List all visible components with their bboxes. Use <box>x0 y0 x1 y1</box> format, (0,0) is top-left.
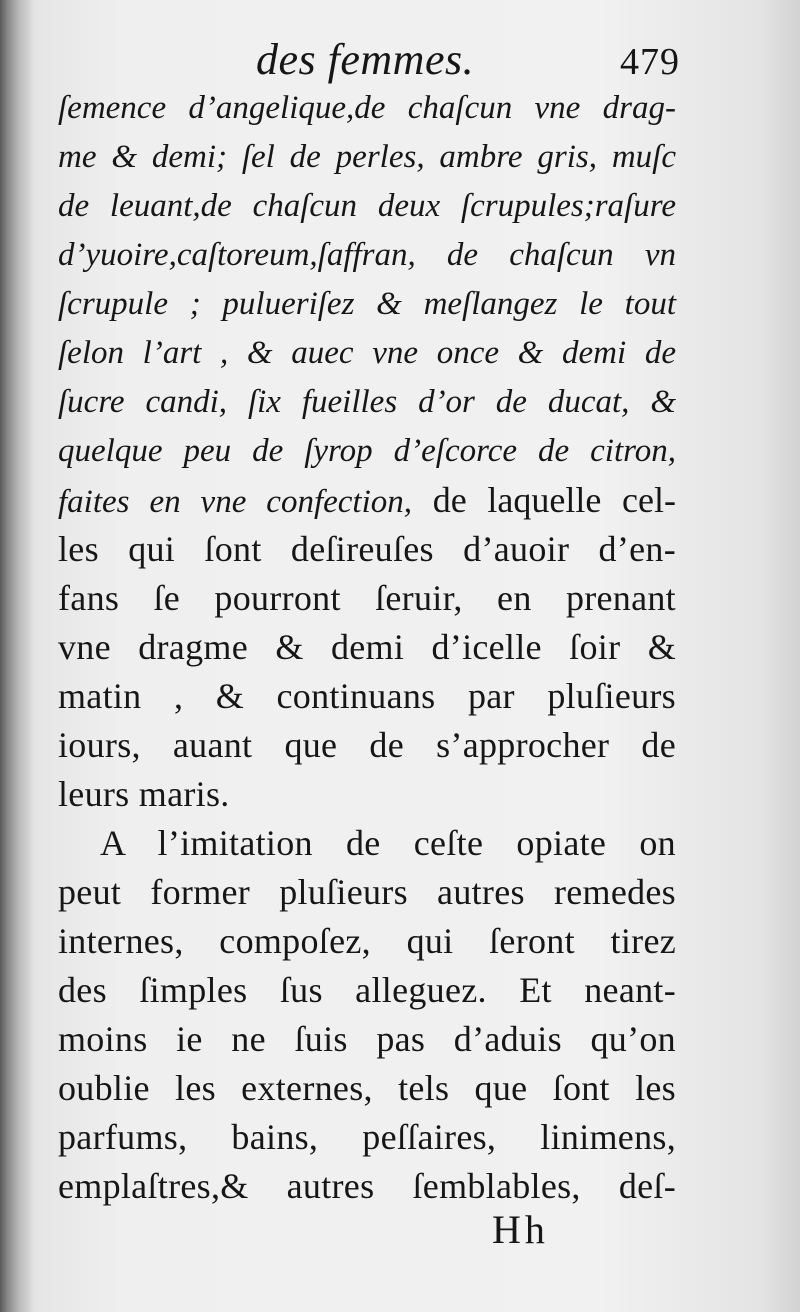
page-header <box>60 30 680 90</box>
page-number: 479 <box>620 41 680 83</box>
text-line: des ſimples ſus alleguez. Et neant- <box>58 970 676 1010</box>
text-line: emplaſtres,& autres ſemblables, deſ- <box>58 1166 676 1206</box>
text-line: parfums, bains, peſſaires, linimens, <box>58 1117 676 1157</box>
text-line: ſcrupule ; pulueriſez & meſlangez le tout <box>58 286 676 322</box>
italic-segment: faites en vne confection, <box>58 484 412 520</box>
text-line: ſucre candi, ſix fueilles d’or de ducat, & <box>58 384 676 420</box>
text-line: d’yuoire,caſtoreum,ſaffran, de chaſcun vn <box>58 237 676 273</box>
text-line: oublie les externes, tels que ſont les <box>58 1068 676 1108</box>
text-line: vne dragme & demi d’icelle ſoir & <box>58 627 676 667</box>
text-line: moins ie ne ſuis pas d’aduis qu’on <box>58 1019 676 1059</box>
text-line: ſemence d’angelique,de chaſcun vne drag- <box>58 90 676 126</box>
text-line: peut former pluſieurs autres remedes <box>58 872 676 912</box>
signature-mark: Hh <box>492 1207 549 1252</box>
text-line: me & demi; ſel de perles, ambre gris, muſc <box>58 139 676 175</box>
text-line: de leuant,de chaſcun deux ſcrupules;raſure <box>58 188 676 224</box>
text-line: les qui ſont deſireuſes d’auoir d’en- <box>58 529 676 569</box>
text-line <box>58 476 676 525</box>
text-line: A l’imitation de ceſte opiate on <box>100 823 676 863</box>
gutter-shadow <box>0 0 34 1312</box>
text-line: internes, compoſez, qui ſeront tirez <box>58 921 676 961</box>
roman-segment: de laquelle cel- <box>412 480 676 520</box>
text-line: iours, auant que de s’approcher de <box>58 725 676 765</box>
text-line: leurs maris. <box>58 774 230 814</box>
text-line: matin , & continuans par pluſieurs <box>58 676 676 716</box>
text-line: fans ſe pourront ſeruir, en prenant <box>58 578 676 618</box>
text-line: ſelon l’art , & auec vne once & demi de <box>58 335 676 371</box>
text-line: quelque peu de ſyrop d’eſcorce de citron, <box>58 433 676 469</box>
body-text <box>58 84 676 1211</box>
running-title: des femmes. <box>256 35 475 84</box>
